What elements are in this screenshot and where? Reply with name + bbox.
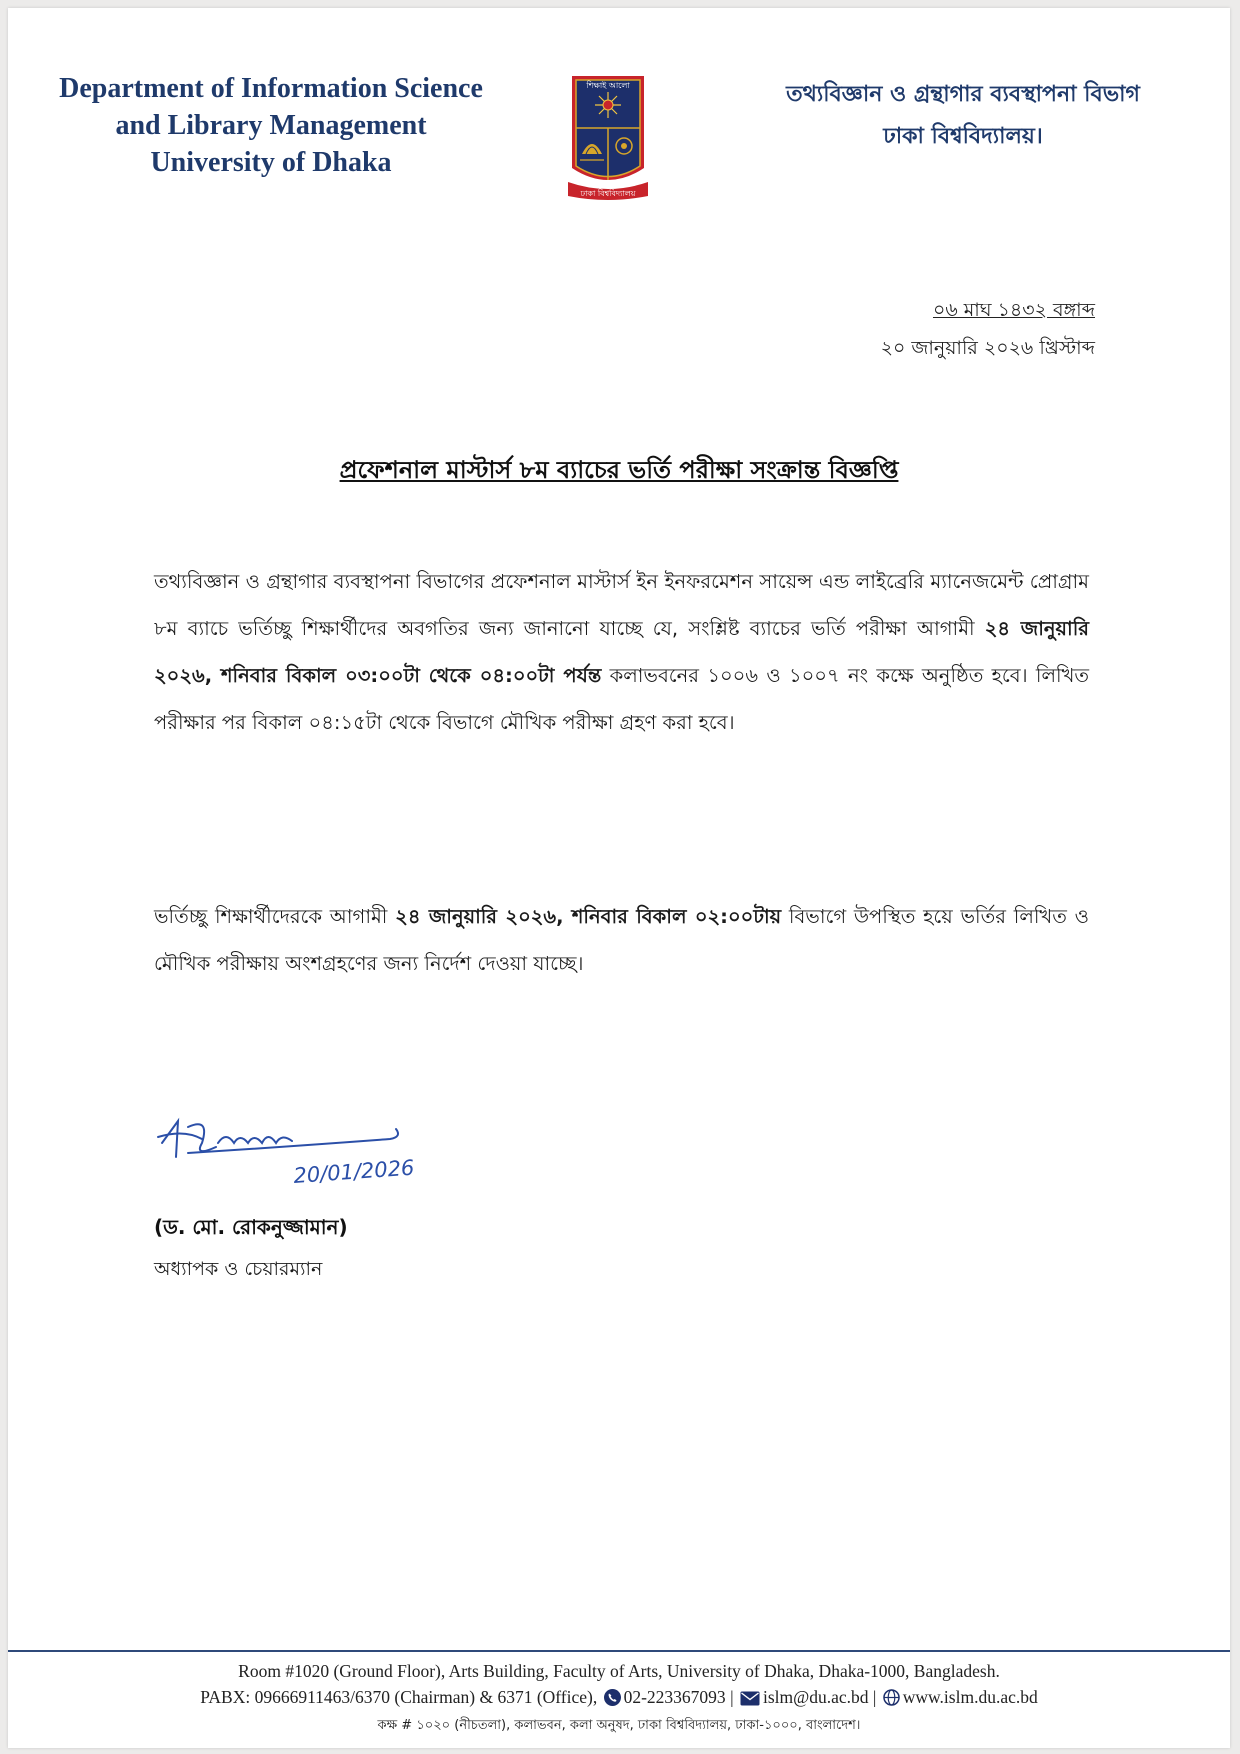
header-en-line-2: and Library Management <box>115 110 427 141</box>
date-bengali-calendar: ০৬ মাঘ ১৪৩২ বঙ্গাব্দ <box>932 299 1095 321</box>
paragraph-1-exam-time: ২৪ জানুয়ারি ২০২৬, শনিবার বিকাল ০৩:০০টা থেকে ০৪:০০টা পর্যন্ত <box>154 617 1089 687</box>
handwritten-signature <box>154 1113 454 1208</box>
footer-website[interactable]: www.islm.du.ac.bd <box>902 1687 1038 1707</box>
signatory-name: (ড. মো. রোকনুজ্জামান) <box>154 1215 348 1239</box>
email-icon <box>740 1691 760 1706</box>
header-bn-line-1: তথ্যবিজ্ঞান ও গ্রন্থাগার ব্যবস্থাপনা বিভাগ <box>786 82 1140 107</box>
logo-ribbon-text: ঢাকা বিশ্ববিদ্যালয় <box>580 189 636 198</box>
globe-icon <box>883 1689 900 1706</box>
paragraph-2-text-b: বিভাগে উপস্থিত হয়ে ভর্তির লিখিত ও মৌখিক পরীক্ষায় অংশগ্রহণের জন্য নির্দেশ দেওয়া যাচ্ছে। <box>154 905 1089 975</box>
notice-title: প্রফেশনাল মাস্টার্স ৮ম ব্যাচের ভর্তি পরীক্ষা সংক্রান্ত বিজ্ঞপ্তি <box>339 456 899 484</box>
header-bengali <box>728 74 1198 158</box>
footer-contacts: PABX: 09666911463/6370 (Chairman) & 6371 (Office), 02-223367093 | islm@du.ac.bd | www.islm.du.ac.bd <box>200 1687 1038 1707</box>
signature-scrawl: RZaman <box>154 1113 159 1114</box>
header-en-line-3: University of Dhaka <box>150 147 392 178</box>
signatory-designation: অধ্যাপক ও চেয়ারম্যান <box>154 1258 323 1280</box>
notice-page <box>8 8 1230 1748</box>
notice-date <box>881 291 1095 367</box>
notice-paragraph-2 <box>154 893 1089 987</box>
header-english <box>36 70 506 181</box>
footer-address-english: Room #1020 (Ground Floor), Arts Building, Faculty of Arts, University of Dhaka, Dhaka-1000, Bangladesh. <box>238 1661 1000 1681</box>
signature-handwritten-date: 20/01/2026 <box>292 1155 416 1188</box>
footer-pabx: PABX: 09666911463/6370 (Chairman) & 6371 (Office), <box>200 1687 598 1707</box>
paragraph-1-text-b: কলাভবনের ১০০৬ ও ১০০৭ নং কক্ষে অনুষ্ঠিত হবে। লিখিত পরীক্ষার পর বিকাল ০৪:১৫টা থেকে বিভাগে মৌখিক পরীক্ষা গ্রহণ করা হবে। <box>154 664 1090 734</box>
paragraph-2-report-time: ২৪ জানুয়ারি ২০২৬, শনিবার বিকাল ০২:০০টায় <box>395 905 782 928</box>
footer-divider <box>8 1650 1230 1652</box>
paragraph-1-text-a: তথ্যবিজ্ঞান ও গ্রন্থাগার ব্যবস্থাপনা বিভাগের প্রফেশনাল মাস্টার্স ইন ইনফরমেশন সায়েন্স এন্ড লাইব্রেরি ম্যানেজমেন্ট প্রোগ্রাম ৮ম ব্যাচে ভর্তিচ্ছু শিক্ষার্থীদের অবগতির জন্য জানানো যাচ্ছে যে, সংশ্লিষ্ট ব্যাচের ভর্তি পরীক্ষা আগামী <box>154 570 1089 640</box>
footer-email[interactable]: islm@du.ac.bd <box>762 1687 869 1707</box>
paragraph-2-text-a: ভর্তিচ্ছু শিক্ষার্থীদেরকে আগামী <box>154 905 396 928</box>
header-bn-line-2: ঢাকা বিশ্ববিদ্যালয়। <box>883 124 1043 149</box>
notice-paragraph-1 <box>154 558 1089 746</box>
logo-motto-text: শিক্ষাই আলো <box>586 81 630 90</box>
footer-address-bengali: কক্ষ # ১০২০ (নীচতলা), কলাভবন, কলা অনুষদ, ঢাকা বিশ্ববিদ্যালয়, ঢাকা-১০০০, বাংলাদেশ। <box>377 1718 861 1733</box>
header-en-line-1: Department of Information Science <box>59 73 483 104</box>
phone-icon <box>604 1689 621 1706</box>
date-gregorian: ২০ জানুয়ারি ২০২৬ খ্রিস্টাব্দ <box>880 337 1095 359</box>
footer-phone: 02-223367093 <box>623 1687 726 1707</box>
